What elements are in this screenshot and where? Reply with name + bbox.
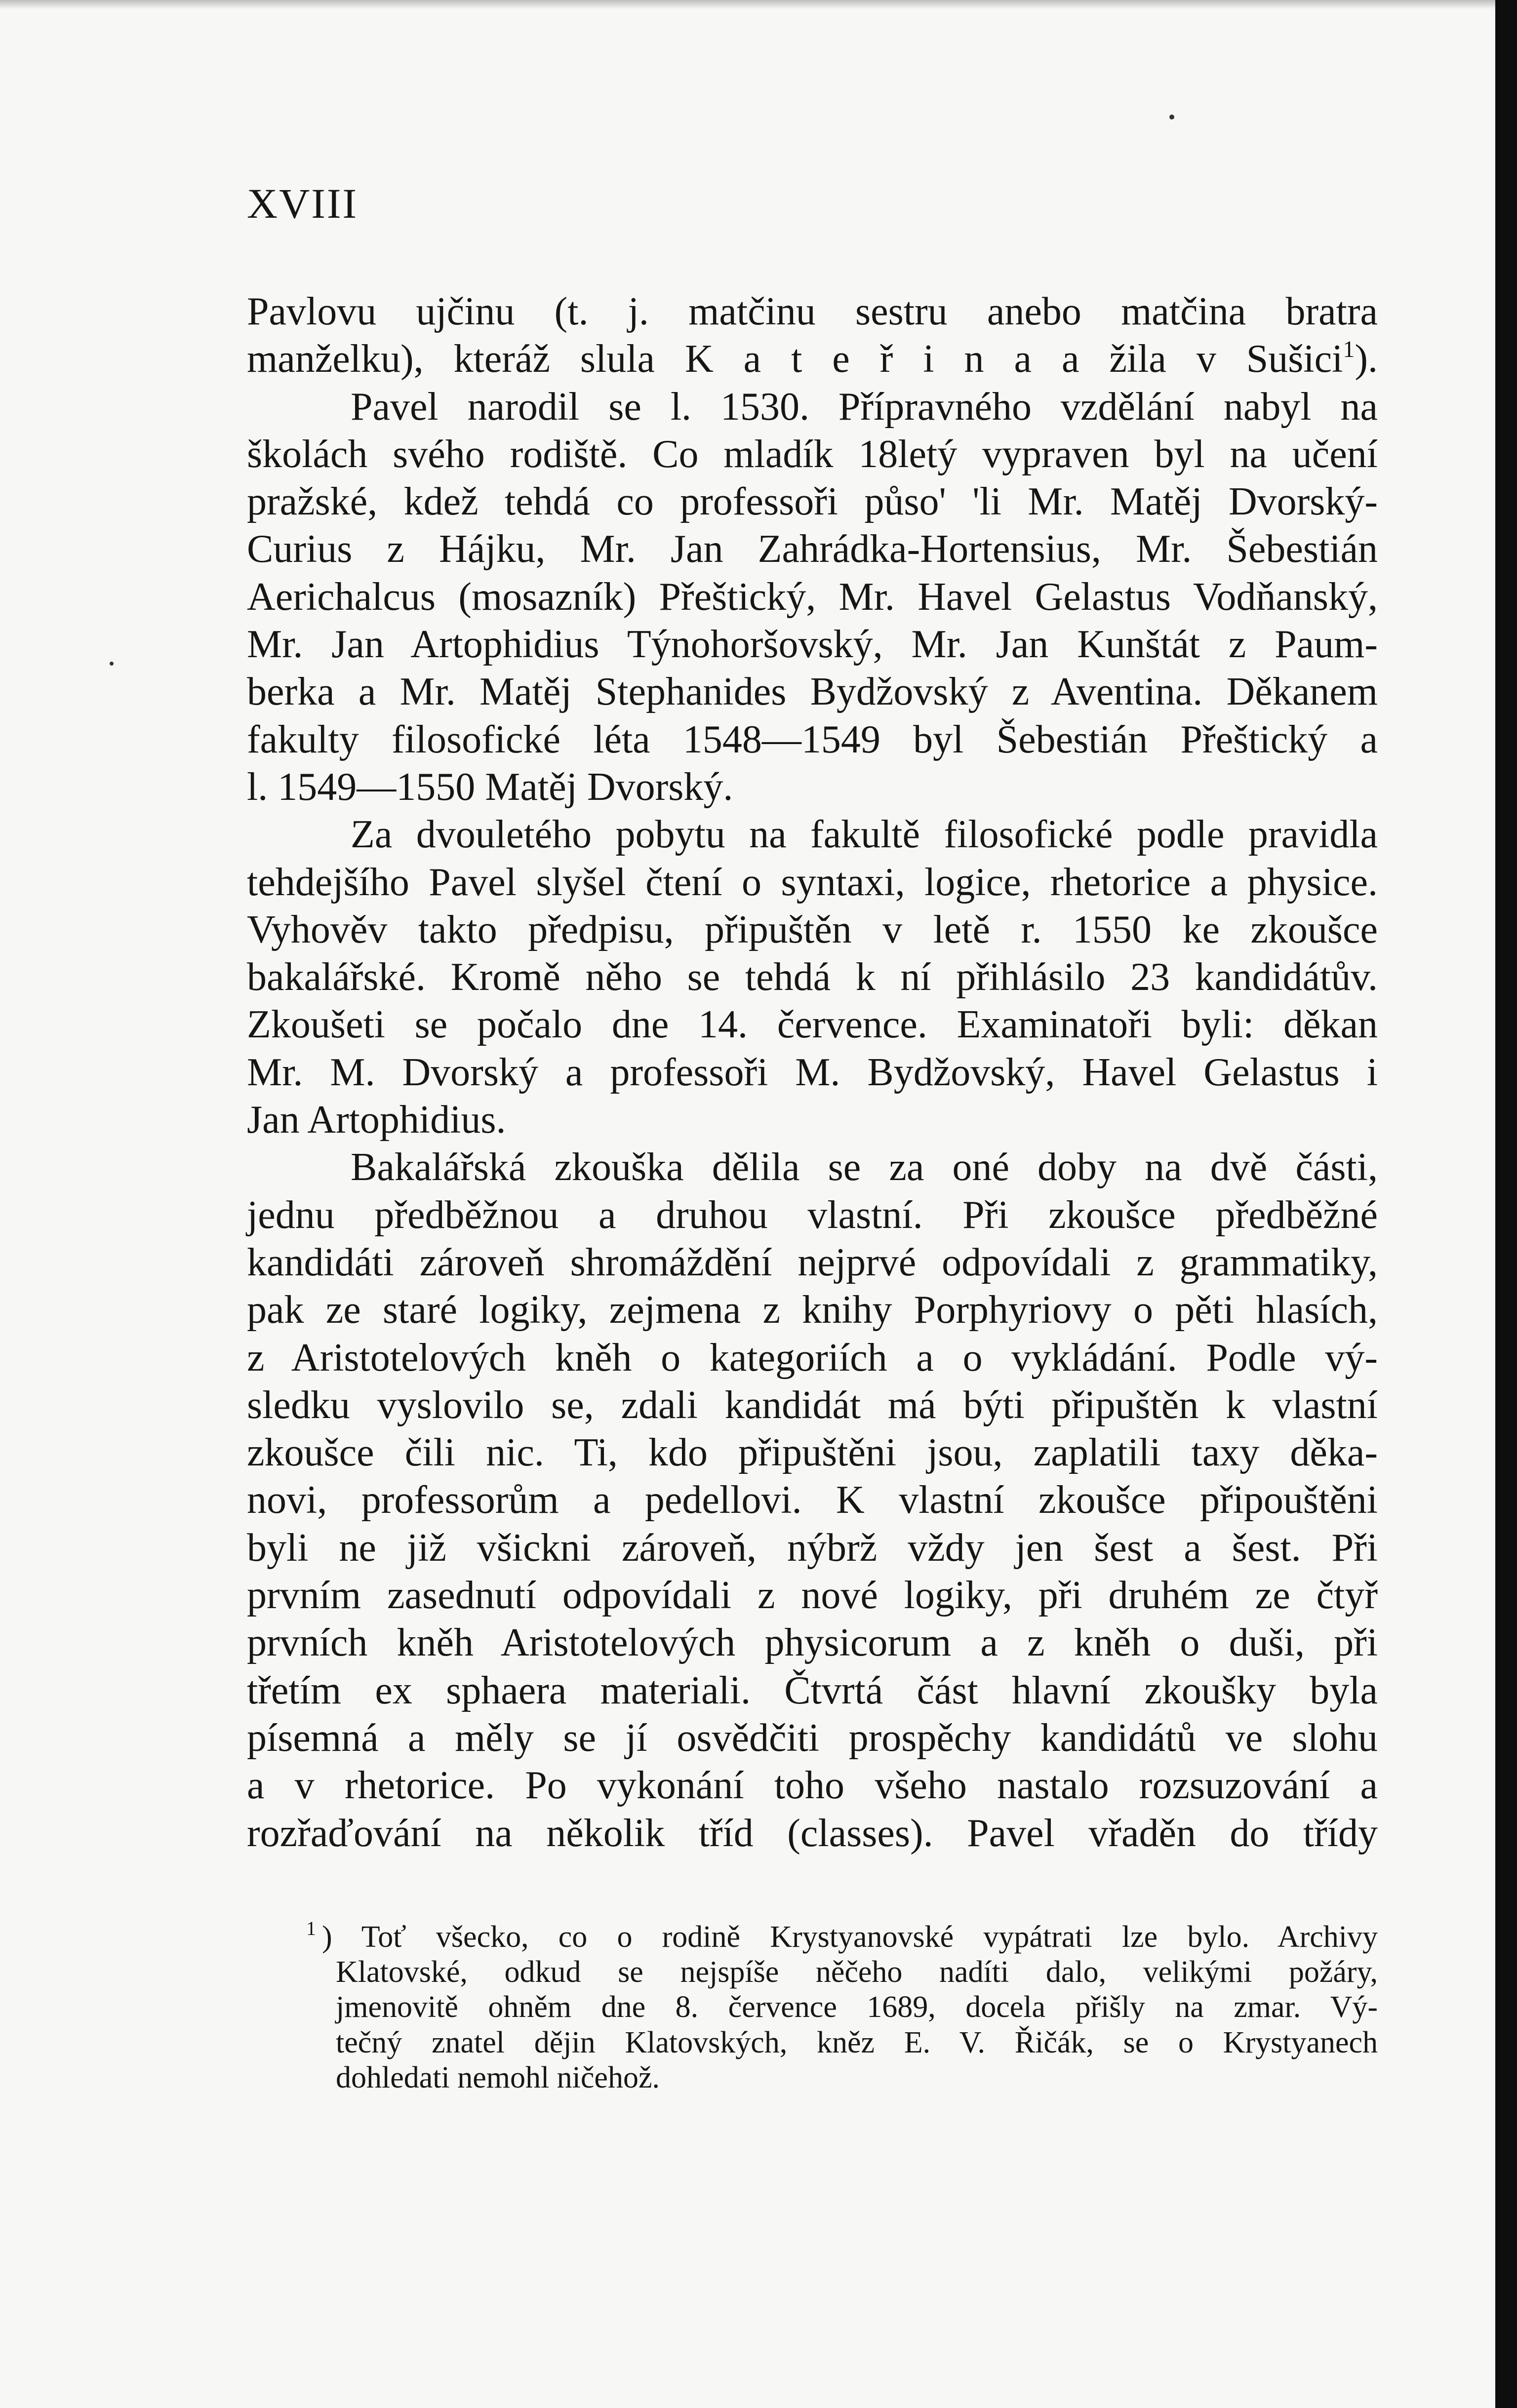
body-text [247,288,1378,1857]
text-line: jednu předběžnou a druhou vlastní. Při zkoušce předběžné [247,1193,1378,1237]
text-line: pak ze staré logiky, zejmena z knihy Porphyriovy o pěti hlasích, [247,1288,1378,1332]
footnote-marker: 1 [306,1917,316,1939]
text-line: písemná a měly se jí osvědčiti prospěchy kandidátů ve slohu [247,1716,1378,1760]
text-line: prvních kněh Aristotelových physicorum a z kněh o duši, při [247,1621,1378,1665]
text-line: a v rhetorice. Po vykonání toho všeho nastalo rozsuzování a [247,1764,1378,1808]
text-line: třetím ex sphaera materiali. Čtvrtá část hlavní zkoušky byla [247,1668,1378,1712]
text-line: tehdejšího Pavel slyšel čtení o syntaxi, logice, rhetorice a physice. [247,860,1378,904]
paragraph-end-line: l. 1549—1550 Matěj Dvorský. [247,765,733,809]
text-line: pražské, kdež tehdá co professoři půso' 'li Mr. Matěj Dvorský- [247,480,1378,524]
footnote-line: Klatovské, odkud se nejspíše něčeho nadíti dalo, velikými požáry, [336,1955,1378,1989]
scan-top-edge [0,0,1517,9]
scan-right-edge [1495,0,1517,2408]
footnote-line: tečný znatel dějin Klatovských, kněz E. V. Řičák, se o Krystyanech [336,2025,1378,2059]
text-line: kandidáti zároveň shromáždění nejprvé odpovídali z grammatiky, [247,1240,1378,1284]
footnote-line [306,1917,1378,1955]
text-line: fakulty filosofické léta 1548—1549 byl Šebestián Přeštický a [247,717,1378,761]
paragraph-end-line: Jan Artophidius. [247,1098,506,1142]
footnote-line: dohledati nemohl ničehož. [336,2060,660,2094]
text-line: rozřaďování na několik tříd (classes). Pavel vřaděn do třídy [247,1811,1378,1855]
text-line: Mr. M. Dvorský a professoři M. Bydžovský, Havel Gelastus i [247,1050,1378,1094]
text-line: z Aristotelových kněh o kategoriích a o vykládání. Podle vý- [247,1336,1378,1380]
text-line: sledku vyslovilo se, zdali kandidát má býti připuštěn k vlastní [247,1383,1378,1427]
scan-speck [110,662,114,666]
paragraph-start-line: Pavel narodil se l. 1530. Přípravného vzdělání nabyl na [351,385,1378,429]
paragraph-start-line: Za dvouletého pobytu na fakultě filosofické podle pravidla [351,813,1378,857]
text-line: Vyhověv takto předpisu, připuštěn v letě r. 1550 ke zkoušce [247,908,1378,951]
scan-speck [1169,115,1174,119]
page-number: XVIII [247,180,359,227]
text-line-end: ). [1355,337,1378,381]
text-line: novi, professorům a pedellovi. K vlastní zkoušce připouštěni [247,1478,1378,1522]
text-line: byli ne již všickni zároveň, nýbrž vždy jen šest a šest. Při [247,1526,1378,1570]
text-line: Curius z Hájku, Mr. Jan Zahrádka-Hortensius, Mr. Šebestián [247,527,1378,571]
text-line: berka a Mr. Matěj Stephanides Bydžovský z Aventina. Děkanem [247,670,1378,714]
text-line: Mr. Jan Artophidius Týnohoršovský, Mr. Jan Kunštát z Paum- [247,623,1378,667]
text-line: školách svého rodiště. Co mladík 18letý vypraven byl na učení [247,432,1378,476]
text-line: Aerichalcus (mosazník) Přeštický, Mr. Havel Gelastus Vodňanský, [247,575,1378,619]
text-line: Pavlovu ujčinu (t. j. matčinu sestru anebo matčina bratra [247,290,1378,333]
footnote-line: jmenovitě ohněm dne 8. července 1689, docela přišly na zmar. Vý- [336,1990,1378,2024]
text-line: Zkoušeti se počalo dne 14. července. Examinatoři byli: děkan [247,1003,1378,1047]
footnote-line-content: ) Toť všecko, co o rodině Krystyanovské vypátrati lze bylo. Archivy [322,1920,1378,1954]
text-line-content: manželku), kteráž slula K a t e ř i n a a žila v Sušici [247,337,1343,381]
text-line: bakalářské. Kromě něho se tehdá k ní přihlásilo 23 kandidátův. [247,955,1378,999]
paragraph-start-line: Bakalářská zkouška dělila se za oné doby na dvě části, [351,1145,1378,1189]
footnote-reference: 1 [1343,336,1355,363]
footnotes [306,1917,1378,2095]
text-line: zkoušce čili nic. Ti, kdo připuštěni jsou, zaplatili taxy děka- [247,1431,1378,1475]
text-line: prvním zasednutí odpovídali z nové logiky, při druhém ze čtyř [247,1574,1378,1618]
text-line [247,335,1378,383]
